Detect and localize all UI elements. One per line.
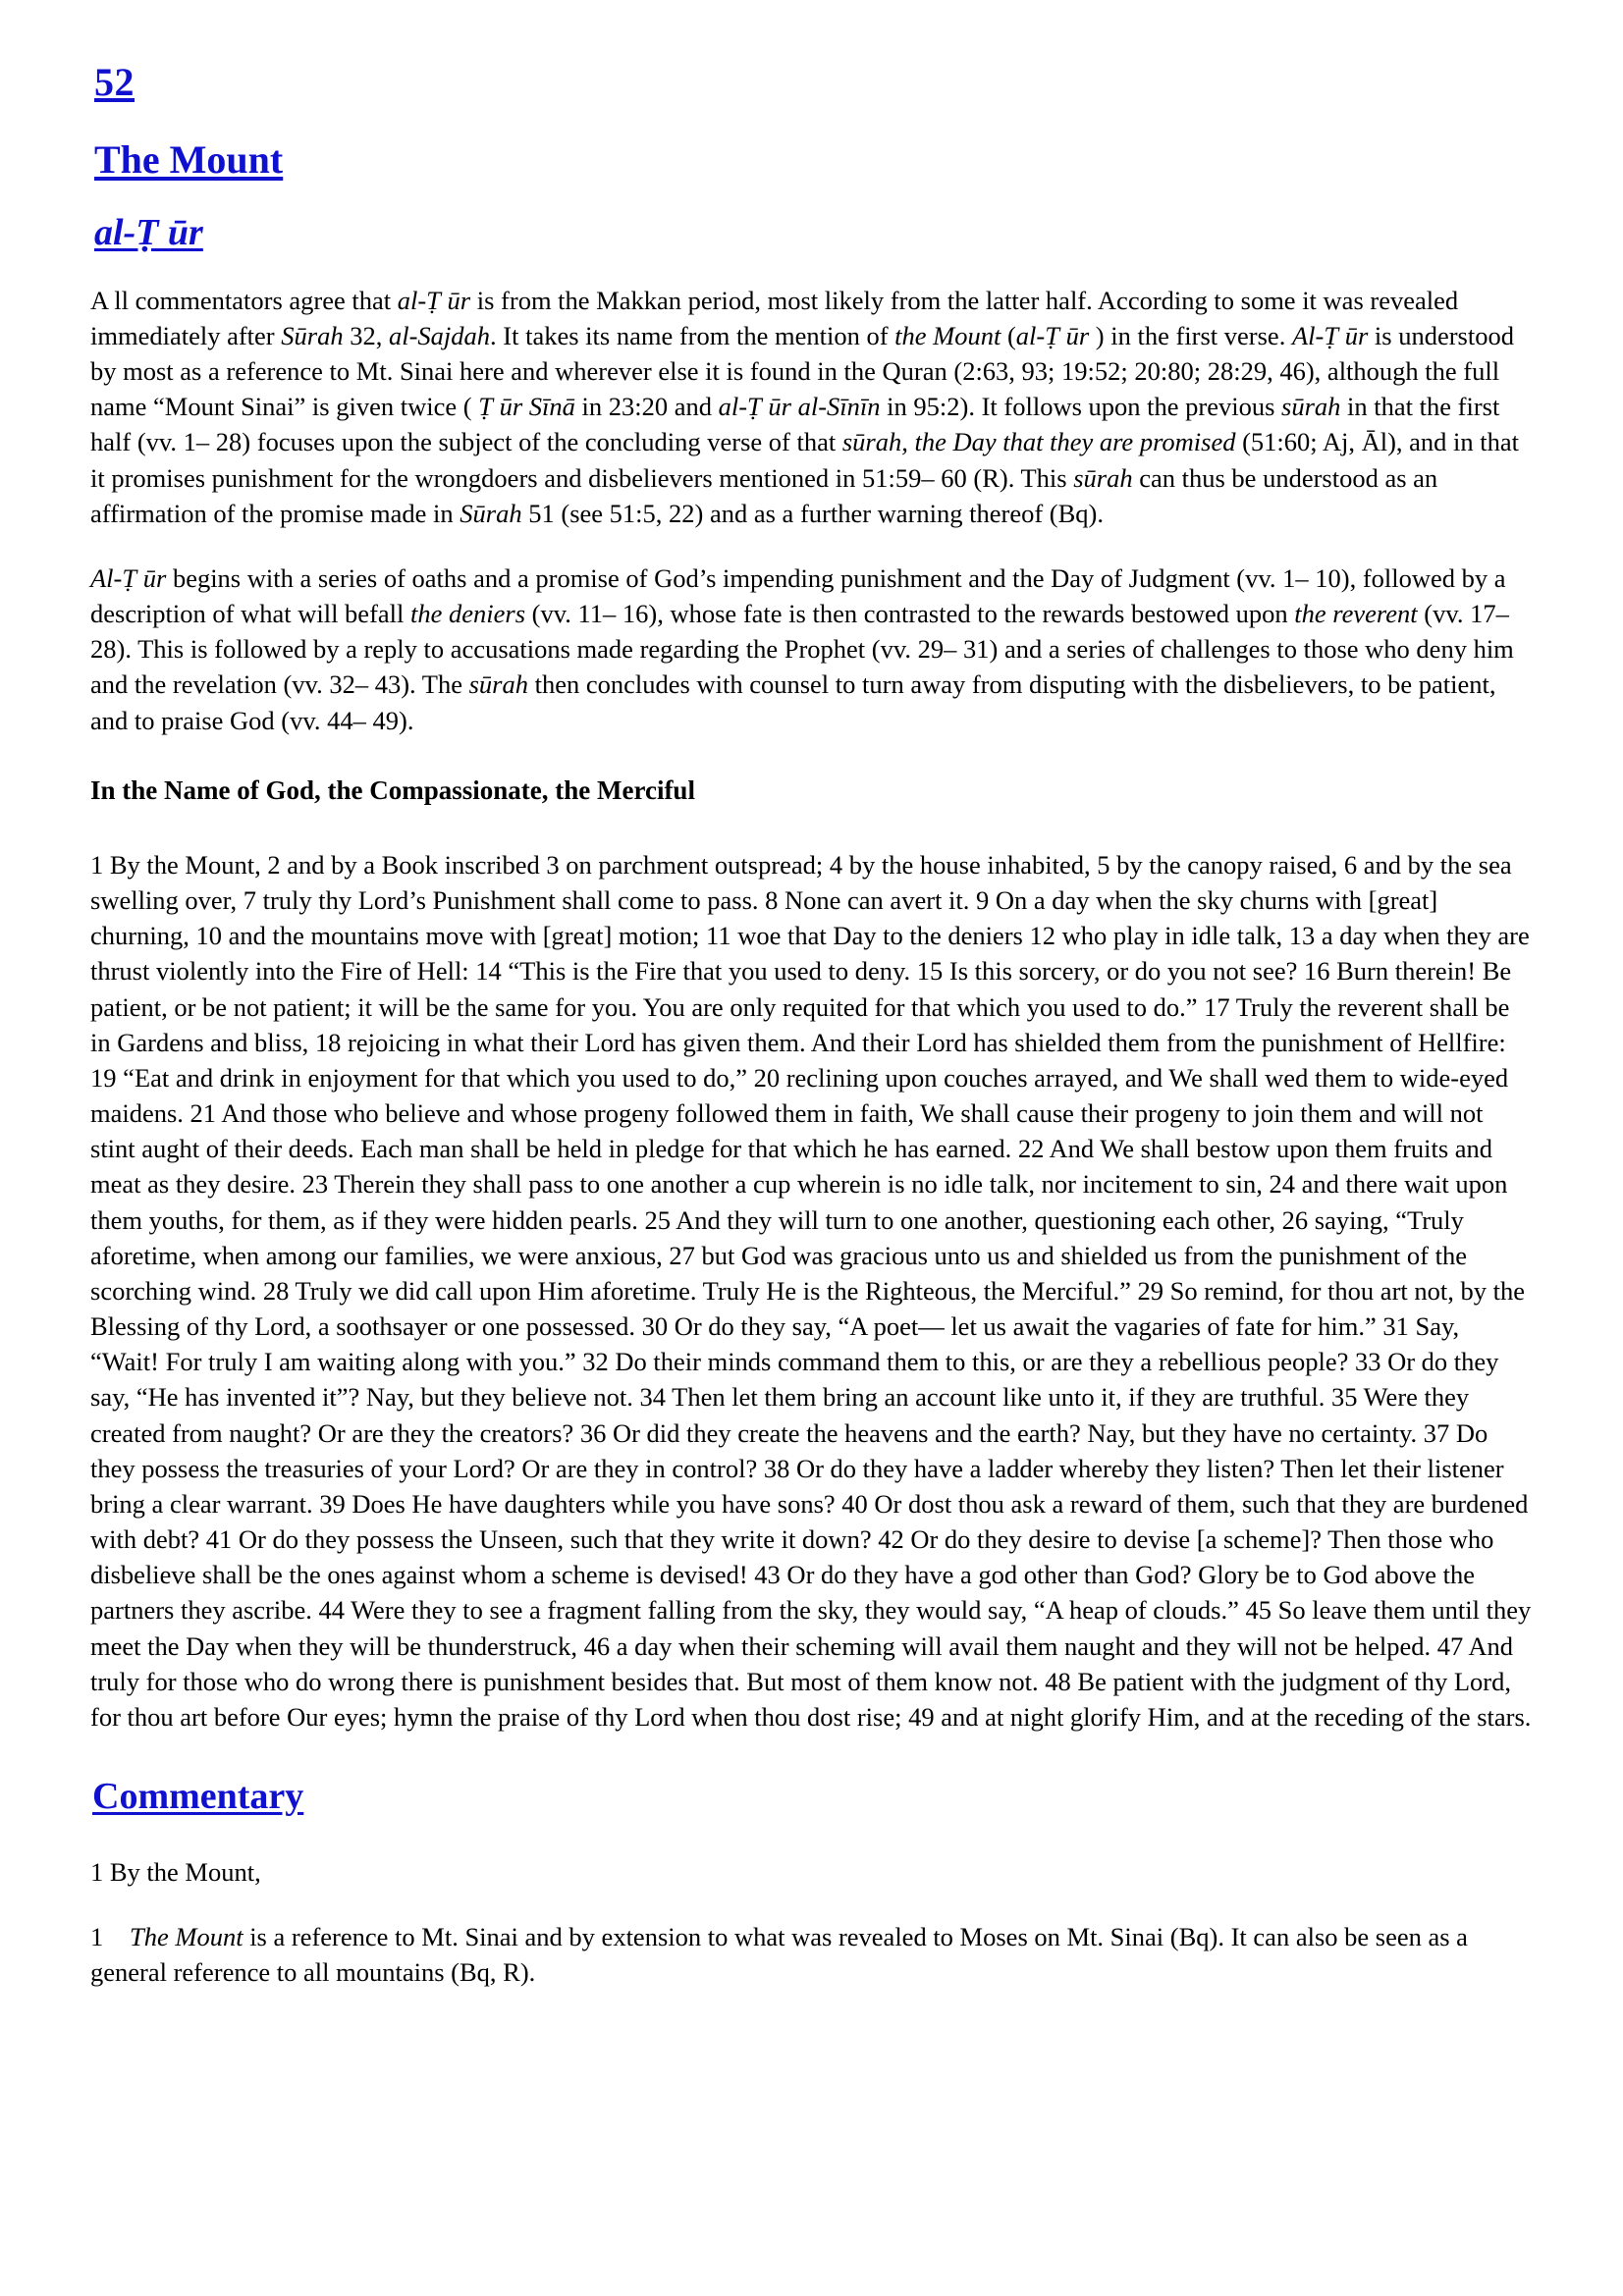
commentary-note-number: 1 <box>90 1922 104 1951</box>
surah-number-heading: 52 <box>94 60 135 104</box>
commentary-note-text: is a reference to Mt. Sinai and by extension to what was revealed to Moses on Mt. Sinai (Bq). It can also be seen as a general reference to all mountains (Bq, R). <box>90 1922 1468 1988</box>
surah-title-transliterated: al-Ṭ ūr <box>94 212 203 253</box>
commentary-note <box>90 1919 1533 1990</box>
introduction-paragraph-2-text: Al-Ṭ ūr begins with a series of oaths and a promise of God’s impending punishment and the Day of Judgment (vv. 1– 10), followed by a description of what will befall the deniers (vv. 11– 16), whose fate is then contrasted to the rewards bestowed upon the reverent (vv. 17– 28). This is followed by a reply to accusations made regarding the Prophet (vv. 29– 31) and a series of challenges to those who deny him and the revelation (vv. 32– 43). The sūrah then concludes with counsel to turn away from disputing with the disbelievers, to be patient, and to praise God (vv. 44– 49). <box>90 562 1514 735</box>
surah-number-row <box>90 61 1533 104</box>
introduction-paragraph-1 <box>90 283 1533 531</box>
surah-title-transliterated-row <box>90 183 1533 255</box>
surah-title-english-row <box>90 104 1533 183</box>
basmala-heading: In the Name of God, the Compassionate, the Merciful <box>90 774 695 805</box>
surah-verses-block: 1 By the Mount, 2 and by a Book inscribed 3 on parchment outspread; 4 by the house inhabited, 5 by the canopy raised, 6 and by the sea swelling over, 7 truly thy Lord’s Punishment shall come to pass. 8 None can avert it. 9 On a day when the sky churns with [great] churning, 10 and the mountains move with [great] motion; 11 woe that Day to the deniers 12 who play in idle talk, 13 a day when they are thrust violently into the Fire of Hell: 14 “This is the Fire that you used to deny. 15 Is this sorcery, or do you not see? 16 Burn therein! Be patient, or be not patient; it will be the same for you. You are only requited for that which you used to do.” 17 Truly the reverent shall be in Gardens and bliss, 18 rejoicing in what their Lord has given them. And their Lord has shielded them from the punishment of Hellfire: 19 “Eat and drink in enjoyment for that which you used to do,” 20 reclining upon couches arrayed, and We shall wed them to wide-eyed maidens. 21 And those who believe and whose progeny followed them in faith, We shall cause their progeny to join them and will not stint aught of their deeds. Each man shall be held in pledge for that which he has earned. 22 And We shall bestow upon them fruits and meat as they desire. 23 Therein they shall pass to one another a cup wherein is no idle talk, nor incitement to sin, 24 and there wait upon them youths, for them, as if they were hidden pearls. 25 And they will turn to one another, questioning each other, 26 saying, “Truly aforetime, when among our families, we were anxious, 27 but God was gracious unto us and shielded us from the punishment of the scorching wind. 28 Truly we did call upon Him aforetime. Truly He is the Righteous, the Merciful.” 29 So remind, for thou art not, by the Blessing of thy Lord, a soothsayer or one possessed. 30 Or do they say, “A poet— let us await the vagaries of fate for him.” 31 Say, “Wait! For truly I am waiting along with you.” 32 Do their minds command them to this, or are they a rebellious people? 33 Or do they say, “He has invented it”? Nay, but they believe not. 34 Then let them bring an account like unto it, if they are truthful. 35 Were they created from naught? Or are they the creators? 36 Or did they create the heavens and the earth? Nay, but they have no certainty. 37 Do they possess the treasuries of your Lord? Or are they in control? 38 Or do they have a ladder whereby they listen? Then let their listener bring a clear warrant. 39 Does He have daughters while you have sons? 40 Or dost thou ask a reward of them, such that they are burdened with debt? 41 Or do they possess the Unseen, such that they write it down? 42 Or do they desire to devise [a scheme]? Then those who disbelieve shall be the ones against whom a scheme is devised! 43 Or do they have a god other than God? Glory be to God above the partners they ascribe. 44 Were they to see a fragment falling from the sky, they would say, “A heap of clouds.” 45 So leave them until they meet the Day when they will be thunderstruck, 46 a day when their scheming will avail them naught and they will not be helped. 47 And truly for those who do wrong there is punishment besides that. But most of them know not. 48 Be patient with the judgment of thy Lord, for thou art before Our eyes; hymn the praise of thy Lord when thou dost rise; 49 and at night glorify Him, and at the receding of the stars. <box>90 849 1532 1732</box>
introduction-paragraph-1-text: A ll commentators agree that al-Ṭ ūr is from the Makkan period, most likely from the latter half. According to some it was revealed immediately after Sūrah 32, al-Sajdah. It takes its name from the mention of the Mount (al-Ṭ ūr ) in the first verse. Al-Ṭ ūr is understood by most as a reference to Mt. Sinai here and wherever else it is found in the Quran (2:63, 93; 19:52; 20:80; 28:29, 46), although the full name “Mount Sinai” is given twice ( Ṭ ūr Sīnā in 23:20 and al-Ṭ ūr al-Sīnīn in 95:2). It follows upon the previous sūrah in that the first half (vv. 1– 28) focuses upon the subject of the concluding verse of that sūrah, the Day that they are promised (51:60; Aj, Āl), and in that it promises punishment for the wrongdoers and disbelievers mentioned in 51:59– 60 (R). This sūrah can thus be understood as an affirmation of the promise made in Sūrah 51 (see 51:5, 22) and as a further warning thereof (Bq). <box>90 285 1520 528</box>
commentary-note-lemma-italic: The Mount <box>130 1922 243 1951</box>
introduction-paragraph-2 <box>90 561 1533 738</box>
commentary-heading: Commentary <box>92 1776 304 1818</box>
surah-title-english: The Mount <box>94 137 284 182</box>
commentary-lemma: 1 By the Mount, <box>90 1856 261 1887</box>
commentary-heading-row <box>90 1735 1533 1819</box>
